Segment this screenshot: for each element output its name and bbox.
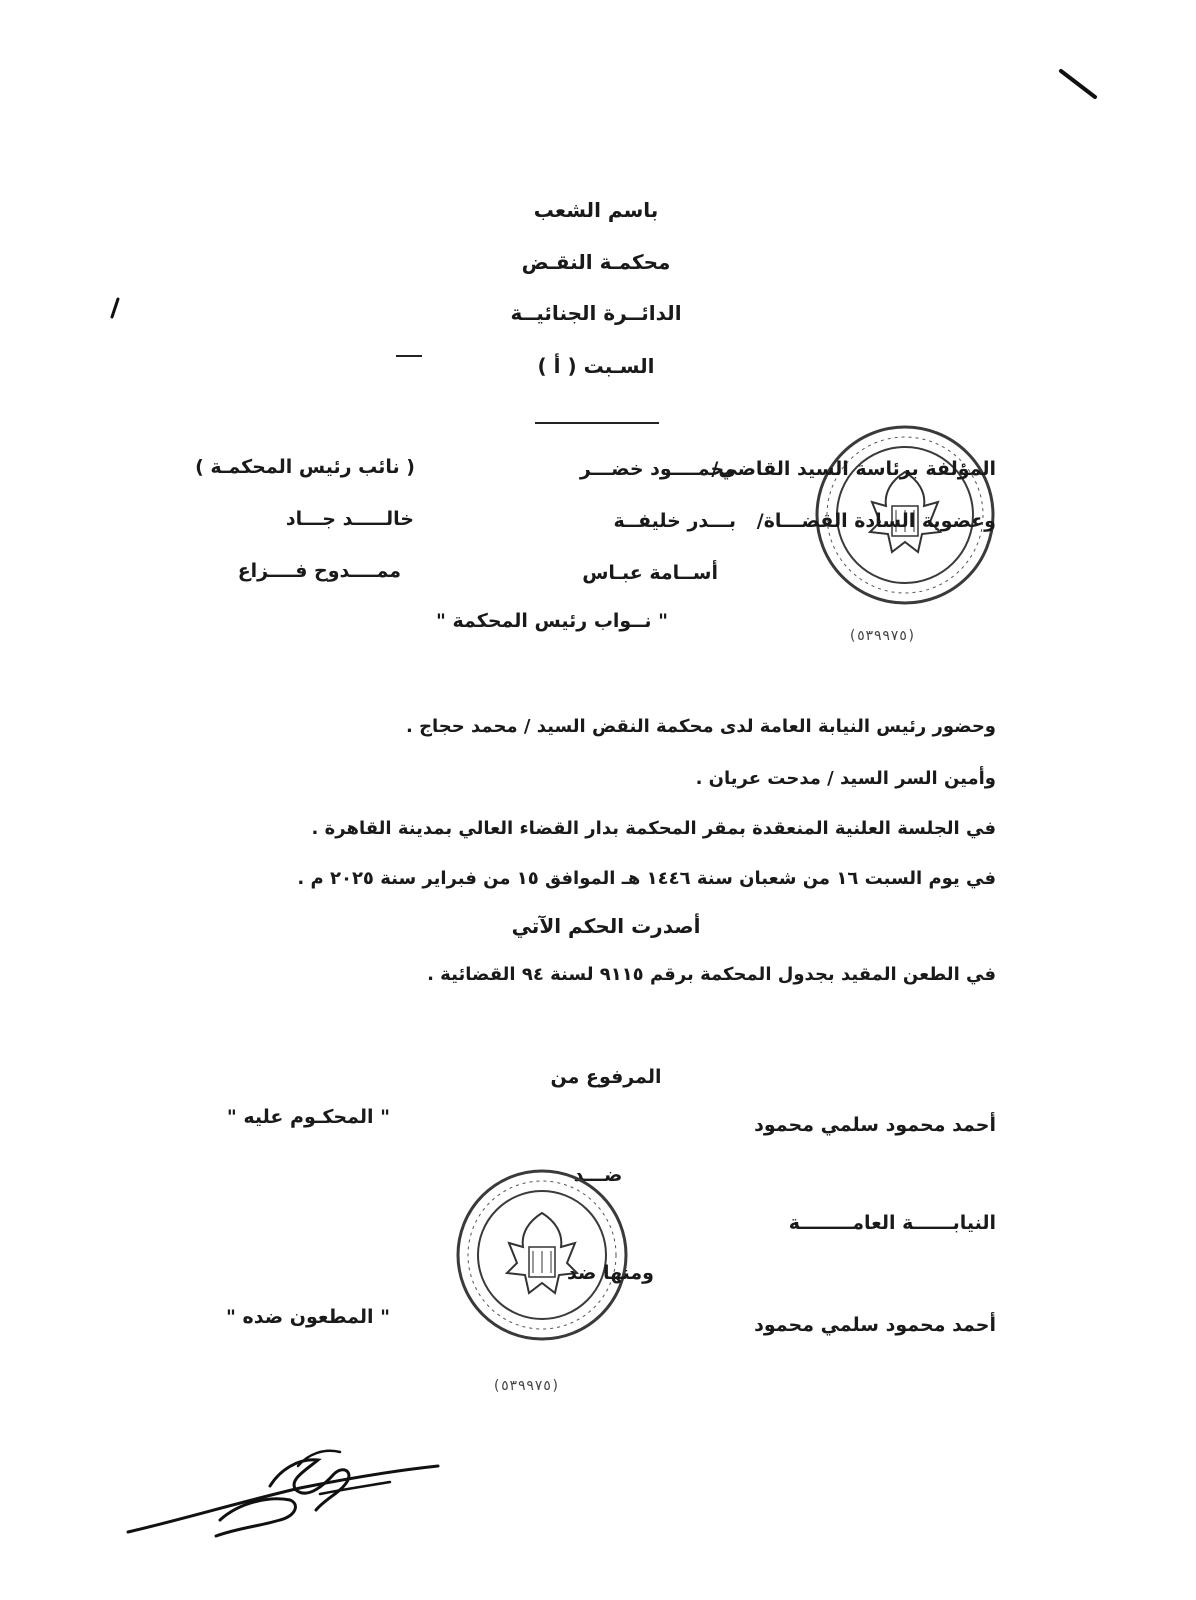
court-secretary-line: وأمين السر السيد / مدحت عريان . [695,768,996,789]
seal-number-bottom: (٥٣٩٩٧٥) [492,1378,560,1394]
scan-mark-left [104,295,124,325]
session-date-line: في يوم السبت ١٦ من شعبان سنة ١٤٤٦ هـ الموافق ١٥ من فبراير سنة ٢٠٢٥ م . [297,868,996,889]
handwritten-signature [120,1440,450,1550]
header-line-saturday-a: السـبت ( أ ) [537,354,655,378]
header-line-court-of-cassation: محكمـة النقـض [521,250,671,274]
appellant-role: " المحكـوم عليه " [226,1106,390,1128]
seal-number-top: (٥٣٩٩٧٥) [848,628,916,644]
member-badr-khalifa: بـــدر خليفــة [613,510,736,532]
respondent-public-prosecution: النيابــــــة العامــــــــة [788,1212,996,1234]
verdict-heading: أصدرت الحكم الآتي [511,914,701,938]
presiding-judge-name: محمــــود خضـــر [579,458,736,480]
scan-mark-top-right [1055,65,1105,105]
presiding-judge-title: ( نائب رئيس المحكمـة ) [195,456,415,478]
and-against-label: ومنها ضد [567,1262,654,1284]
header-divider [535,422,659,424]
respondent2-name: أحمد محمود سلمي محمود [754,1314,996,1336]
court-seal-bottom [452,1155,632,1355]
header-line-in-name-of-people: باسم الشعب [533,198,659,222]
prosecution-attendance-line: وحضور رئيس النيابة العامة لدى محكمة النقض السيد / محمد حجاج . [405,716,996,737]
header-line-criminal-circuit: الدائــرة الجنائيــة [510,301,682,325]
raised-by-heading: المرفوع من [550,1066,662,1088]
against-label: ضـــد [573,1164,623,1186]
appeal-case-line: في الطعن المقيد بجدول المحكمة برقم ٩١١٥ لسنة ٩٤ القضائية . [427,964,996,985]
presiding-label: المؤلفة برئاسة السيد القاضي/ [711,458,996,480]
scan-mark-dash [396,355,422,357]
member-khaled-gad: خالـــــد جـــاد [285,508,414,530]
member-mamdouh-fazza: ممــــدوح فــــزاع [237,560,401,582]
member-osama-abbas: أســامة عبـاس [582,562,718,584]
members-label: وعضوية السادة القضـــاة/ [756,510,996,532]
respondent2-role: " المطعون ضده " [226,1306,390,1328]
public-session-line: في الجلسة العلنية المنعقدة بمقر المحكمة بدار القضاء العالي بمدينة القاهرة . [311,818,996,839]
appellant-name: أحمد محمود سلمي محمود [754,1114,996,1136]
members-title: " نــواب رئيس المحكمة " [436,610,668,632]
